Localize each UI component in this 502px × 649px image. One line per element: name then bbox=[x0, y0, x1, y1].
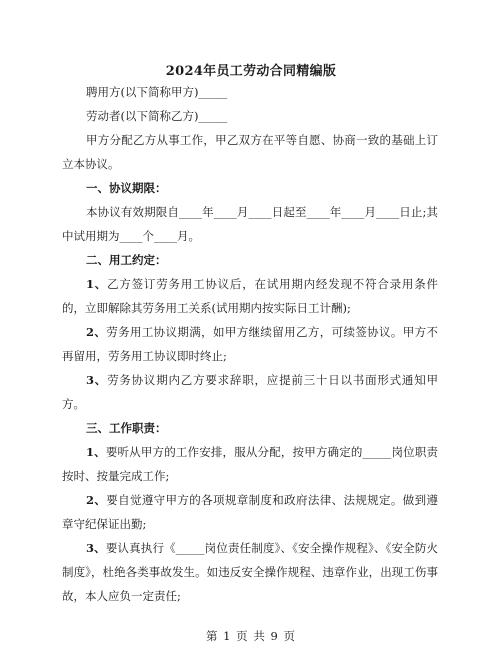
term-paragraph: 本协议有效期限自____年____月____日起至____年____月____日止;其中试用期为____个____月。 bbox=[62, 205, 438, 243]
item-number: 3、 bbox=[86, 373, 108, 387]
item-number: 2、 bbox=[86, 325, 107, 339]
item-number: 1、 bbox=[86, 445, 106, 459]
document-body bbox=[62, 80, 438, 608]
section-heading-term: 一、协议期限： bbox=[86, 181, 167, 195]
item-number: 3、 bbox=[86, 541, 106, 555]
item-text: 要认真执行《_____岗位责任制度》、《安全操作规程》、《安全防火制度》，杜绝各类事故发生。如违反安全操作规程、违章作业，出现工伤事故，本人应负一定责任; bbox=[62, 541, 438, 603]
employment-item bbox=[62, 368, 438, 416]
item-text: 要自觉遵守甲方的各项规章制度和政府法律、法规规定。做到遵章守纪保证出勤; bbox=[62, 493, 438, 531]
document-title: 2024年员工劳动合同精编版 bbox=[165, 64, 337, 79]
duty-item bbox=[62, 488, 438, 536]
employment-item bbox=[62, 272, 438, 320]
section-heading-employment: 二、用工约定： bbox=[86, 253, 167, 267]
item-text: 劳务协议期内乙方要求辞职，应提前三十日以书面形式通知甲方。 bbox=[62, 373, 438, 411]
employer-line: 聘用方(以下简称甲方)_____ bbox=[86, 85, 228, 99]
section-heading-duties: 三、工作职责： bbox=[86, 421, 167, 435]
employment-item bbox=[62, 320, 438, 368]
duty-item bbox=[62, 440, 438, 488]
item-text: 劳务用工协议期满，如甲方继续留用乙方，可续签协议。甲方不再留用，劳务用工协议即时终止; bbox=[62, 325, 438, 363]
item-text: 要听从甲方的工作安排，服从分配，按甲方确定的_____岗位职责按时、按量完成工作; bbox=[62, 445, 438, 483]
item-number: 2、 bbox=[86, 493, 107, 507]
duty-item bbox=[62, 536, 438, 608]
page-footer: 第 1 页 共 9 页 bbox=[206, 629, 296, 643]
item-text: 乙方签订劳务用工协议后，在试用期内经发现不符合录用条件的，立即解除其劳务用工关系(试用期内按实际日工计酬); bbox=[62, 277, 438, 315]
intro-paragraph: 甲方分配乙方从事工作，甲乙双方在平等自愿、协商一致的基础上订立本协议。 bbox=[62, 133, 438, 171]
item-number: 1、 bbox=[86, 277, 108, 291]
worker-line: 劳动者(以下简称乙方)_____ bbox=[86, 109, 228, 123]
